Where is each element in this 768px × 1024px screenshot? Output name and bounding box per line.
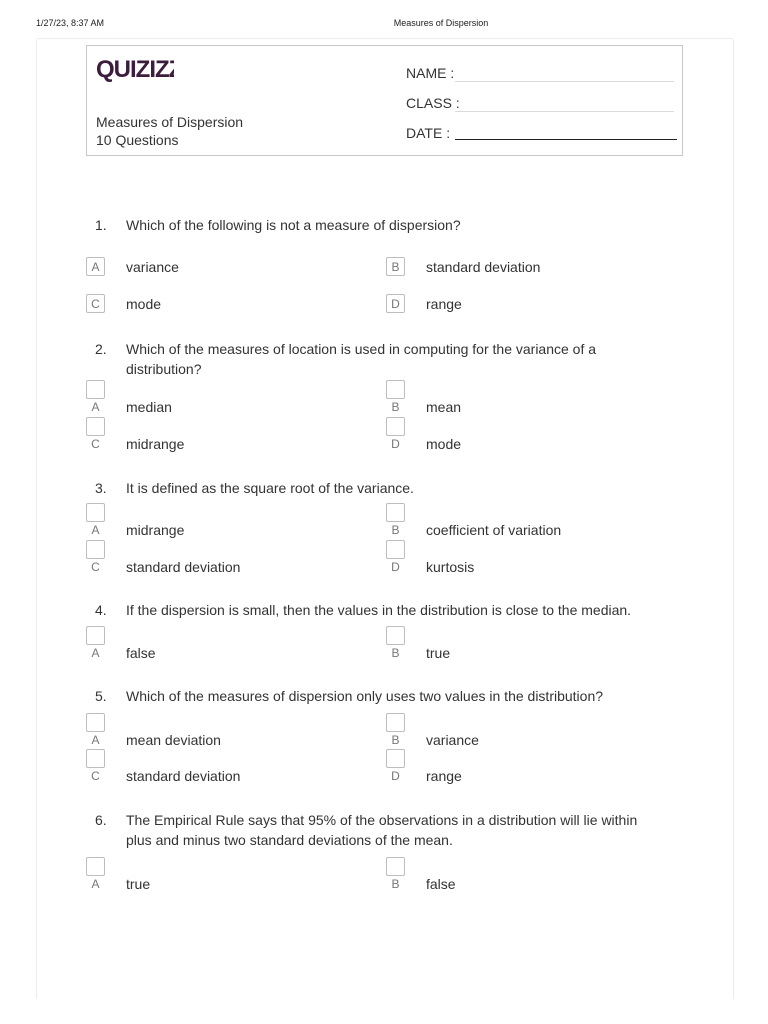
question-number: 2. bbox=[95, 341, 107, 357]
option-checkbox[interactable] bbox=[386, 503, 405, 522]
quizizz-logo bbox=[96, 56, 174, 89]
question-text: If the dispersion is small, then the values in the distribution is close to the median. bbox=[126, 602, 632, 618]
option-letter: B bbox=[391, 646, 400, 660]
option-text: midrange bbox=[126, 436, 185, 452]
option-checkbox[interactable] bbox=[86, 417, 105, 436]
option-checkbox[interactable] bbox=[86, 503, 105, 522]
option-checkbox[interactable] bbox=[86, 380, 105, 399]
option-text: mean bbox=[426, 399, 462, 415]
option-checkbox[interactable] bbox=[386, 749, 405, 768]
option-letter: B bbox=[391, 733, 400, 747]
option-text: coefficient of variation bbox=[426, 522, 562, 538]
option-text: midrange bbox=[126, 522, 185, 538]
option-letter: A bbox=[91, 733, 100, 747]
option-letter: D bbox=[391, 769, 400, 783]
option-checkbox[interactable] bbox=[86, 749, 105, 768]
option-letter: B bbox=[391, 523, 400, 537]
question-count: 10 Questions bbox=[96, 132, 179, 148]
name-label: NAME : bbox=[406, 65, 455, 81]
question-number: 6. bbox=[95, 812, 107, 828]
option-letter: B bbox=[391, 260, 400, 274]
option-letter: A bbox=[91, 260, 100, 274]
class-label: CLASS : bbox=[406, 95, 460, 111]
option-text: variance bbox=[126, 259, 179, 275]
question-number: 4. bbox=[95, 602, 107, 618]
option-text: standard deviation bbox=[126, 768, 241, 784]
option-text: kurtosis bbox=[426, 559, 475, 575]
option-checkbox[interactable] bbox=[386, 713, 405, 732]
option-text: standard deviation bbox=[126, 559, 241, 575]
option-text: mode bbox=[126, 296, 162, 312]
option-text: median bbox=[126, 399, 172, 415]
class-line bbox=[455, 111, 674, 112]
option-letter: A bbox=[91, 646, 100, 660]
date-line bbox=[455, 139, 677, 140]
option-letter: C bbox=[91, 769, 100, 783]
name-line bbox=[455, 81, 674, 82]
option-letter: A bbox=[91, 400, 100, 414]
page-frame bbox=[36, 38, 734, 999]
option-text: range bbox=[426, 296, 462, 312]
option-checkbox[interactable] bbox=[86, 713, 105, 732]
option-text: true bbox=[126, 876, 151, 892]
option-letter: A bbox=[91, 877, 100, 891]
print-title: Measures of Dispersion bbox=[393, 18, 489, 28]
question-number: 3. bbox=[95, 480, 107, 496]
option-letter: C bbox=[91, 437, 100, 451]
option-letter: D bbox=[391, 437, 400, 451]
svg-text:QUIZIZZ: QUIZIZZ bbox=[96, 56, 174, 82]
option-checkbox[interactable] bbox=[386, 380, 405, 399]
question-text: Which of the measures of location is used in computing for the variance of a distribution? bbox=[126, 341, 597, 377]
quiz-title: Measures of Dispersion bbox=[96, 114, 244, 130]
option-checkbox[interactable] bbox=[386, 540, 405, 559]
option-text: range bbox=[426, 768, 462, 784]
option-checkbox[interactable] bbox=[86, 540, 105, 559]
option-checkbox[interactable] bbox=[386, 417, 405, 436]
print-date: 1/27/23, 8:37 AM bbox=[36, 18, 105, 28]
option-letter: A bbox=[91, 523, 100, 537]
option-letter: B bbox=[391, 400, 400, 414]
question-text: Which of the measures of dispersion only uses two values in the distribution? bbox=[126, 688, 604, 704]
date-label: DATE : bbox=[406, 125, 451, 141]
question-number: 5. bbox=[95, 688, 107, 704]
option-letter: B bbox=[391, 877, 400, 891]
option-text: variance bbox=[426, 732, 479, 748]
option-text: mode bbox=[426, 436, 462, 452]
option-text: standard deviation bbox=[426, 259, 541, 275]
option-checkbox[interactable] bbox=[386, 626, 405, 645]
question-number: 1. bbox=[95, 217, 107, 233]
question-text: Which of the following is not a measure of dispersion? bbox=[126, 217, 461, 233]
option-text: false bbox=[426, 876, 456, 892]
option-text: false bbox=[126, 645, 156, 661]
option-checkbox[interactable] bbox=[86, 857, 105, 876]
option-checkbox[interactable] bbox=[386, 857, 405, 876]
option-text: mean deviation bbox=[126, 732, 221, 748]
option-checkbox[interactable] bbox=[86, 626, 105, 645]
print-header bbox=[0, 18, 768, 32]
question-text: The Empirical Rule says that 95% of the observations in a distribution will lie within plus and minus two standard deviations of the mean. bbox=[126, 812, 638, 848]
option-text: true bbox=[426, 645, 451, 661]
option-letter: C bbox=[91, 560, 100, 574]
question-text: It is defined as the square root of the variance. bbox=[126, 480, 414, 496]
option-letter: C bbox=[91, 297, 100, 311]
option-letter: D bbox=[391, 560, 400, 574]
option-letter: D bbox=[391, 297, 400, 311]
worksheet-header bbox=[86, 45, 683, 156]
